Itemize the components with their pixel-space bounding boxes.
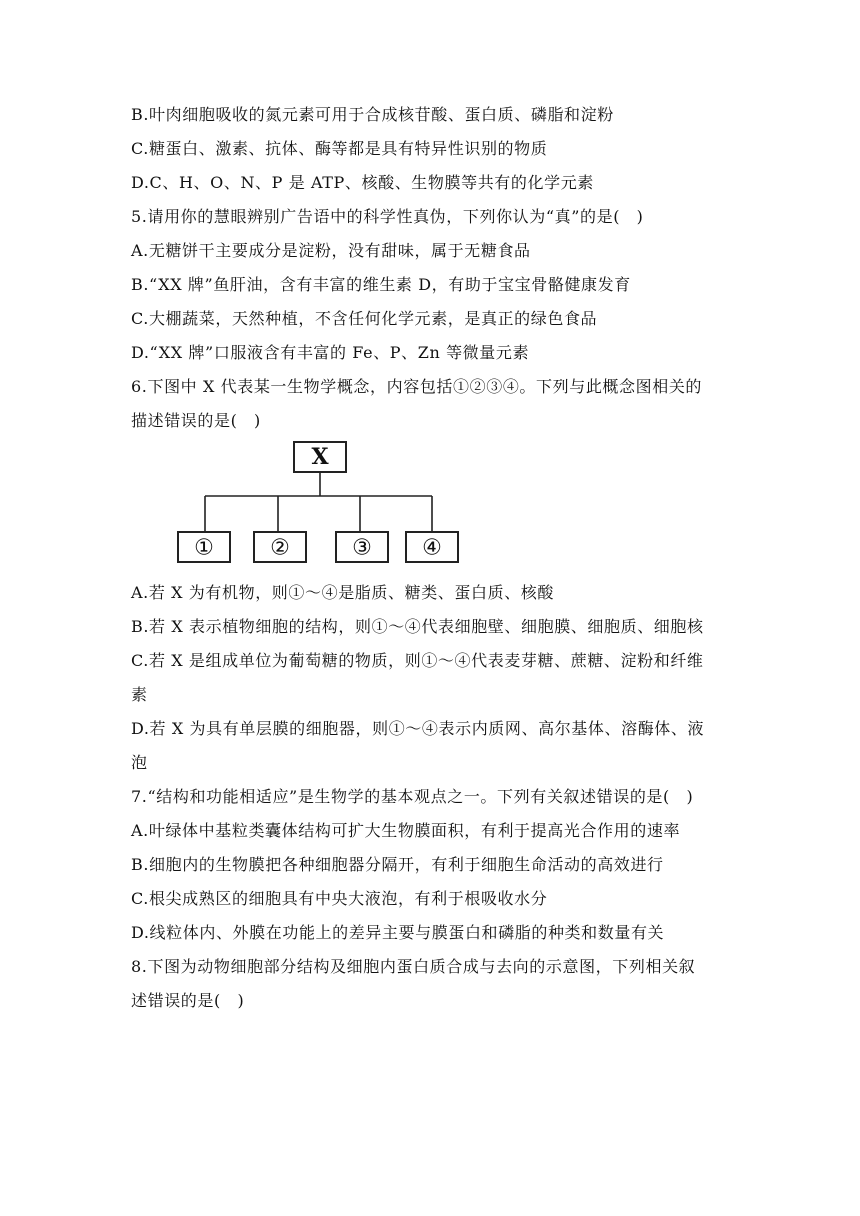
line-15: 泡 <box>131 753 148 772</box>
root-label: X <box>311 444 329 470</box>
question-7-stem: 7.“结构和功能相适应”是生物学的基本观点之一。下列有关叙述错误的是( ) <box>131 787 694 806</box>
line-22: 述错误的是( ) <box>131 991 245 1010</box>
line-14: D.若 X 为具有单层膜的细胞器，则①～④表示内质网、高尔基体、溶酶体、液 <box>131 719 705 738</box>
line-6: C.大棚蔬菜，天然种植，不含任何化学元素，是真正的绿色食品 <box>131 309 598 328</box>
question-8-stem: 8.下图为动物细胞部分结构及细胞内蛋白质合成与去向的示意图，下列相关叙 <box>131 957 696 976</box>
child-label-3: ③ <box>352 535 372 561</box>
line-0: B.叶肉细胞吸收的氮元素可用于合成核苷酸、蛋白质、磷脂和淀粉 <box>131 105 614 124</box>
line-1: C.糖蛋白、激素、抗体、酶等都是具有特异性识别的物质 <box>131 139 548 158</box>
line-13: 素 <box>131 685 148 704</box>
line-9: 描述错误的是( ) <box>131 411 261 430</box>
line-18: B.细胞内的生物膜把各种细胞器分隔开，有利于细胞生命活动的高效进行 <box>131 855 664 874</box>
line-7: D.“XX 牌”口服液含有丰富的 Fe、P、Zn 等微量元素 <box>131 343 530 362</box>
line-11: B.若 X 表示植物细胞的结构，则①～④代表细胞壁、细胞膜、细胞质、细胞核 <box>131 617 704 636</box>
child-label-2: ② <box>270 535 290 561</box>
line-20: D.线粒体内、外膜在功能上的差异主要与膜蛋白和磷脂的种类和数量有关 <box>131 923 665 942</box>
question-5-stem: 5.请用你的慧眼辨别广告语中的科学性真伪，下列你认为“真”的是( ) <box>131 207 644 226</box>
line-2: D.C、H、O、N、P 是 ATP、核酸、生物膜等共有的化学元素 <box>131 173 594 192</box>
line-17: A.叶绿体中基粒类囊体结构可扩大生物膜面积，有利于提高光合作用的速率 <box>131 821 681 840</box>
line-5: B.“XX 牌”鱼肝油，含有丰富的维生素 D，有助于宝宝骨骼健康发育 <box>131 275 631 294</box>
child-label-1: ① <box>194 535 214 561</box>
question-6-stem: 6.下图中 X 代表某一生物学概念，内容包括①②③④。下列与此概念图相关的 <box>131 377 703 396</box>
child-label-4: ④ <box>422 535 442 561</box>
line-12: C.若 X 是组成单位为葡萄糖的物质，则①～④代表麦芽糖、蔗糖、淀粉和纤维 <box>131 651 704 670</box>
line-4: A.无糖饼干主要成分是淀粉，没有甜味，属于无糖食品 <box>131 241 531 260</box>
line-10: A.若 X 为有机物，则①～④是脂质、糖类、蛋白质、核酸 <box>131 583 555 602</box>
concept-diagram <box>170 438 470 568</box>
line-19: C.根尖成熟区的细胞具有中央大液泡，有利于根吸收水分 <box>131 889 548 908</box>
